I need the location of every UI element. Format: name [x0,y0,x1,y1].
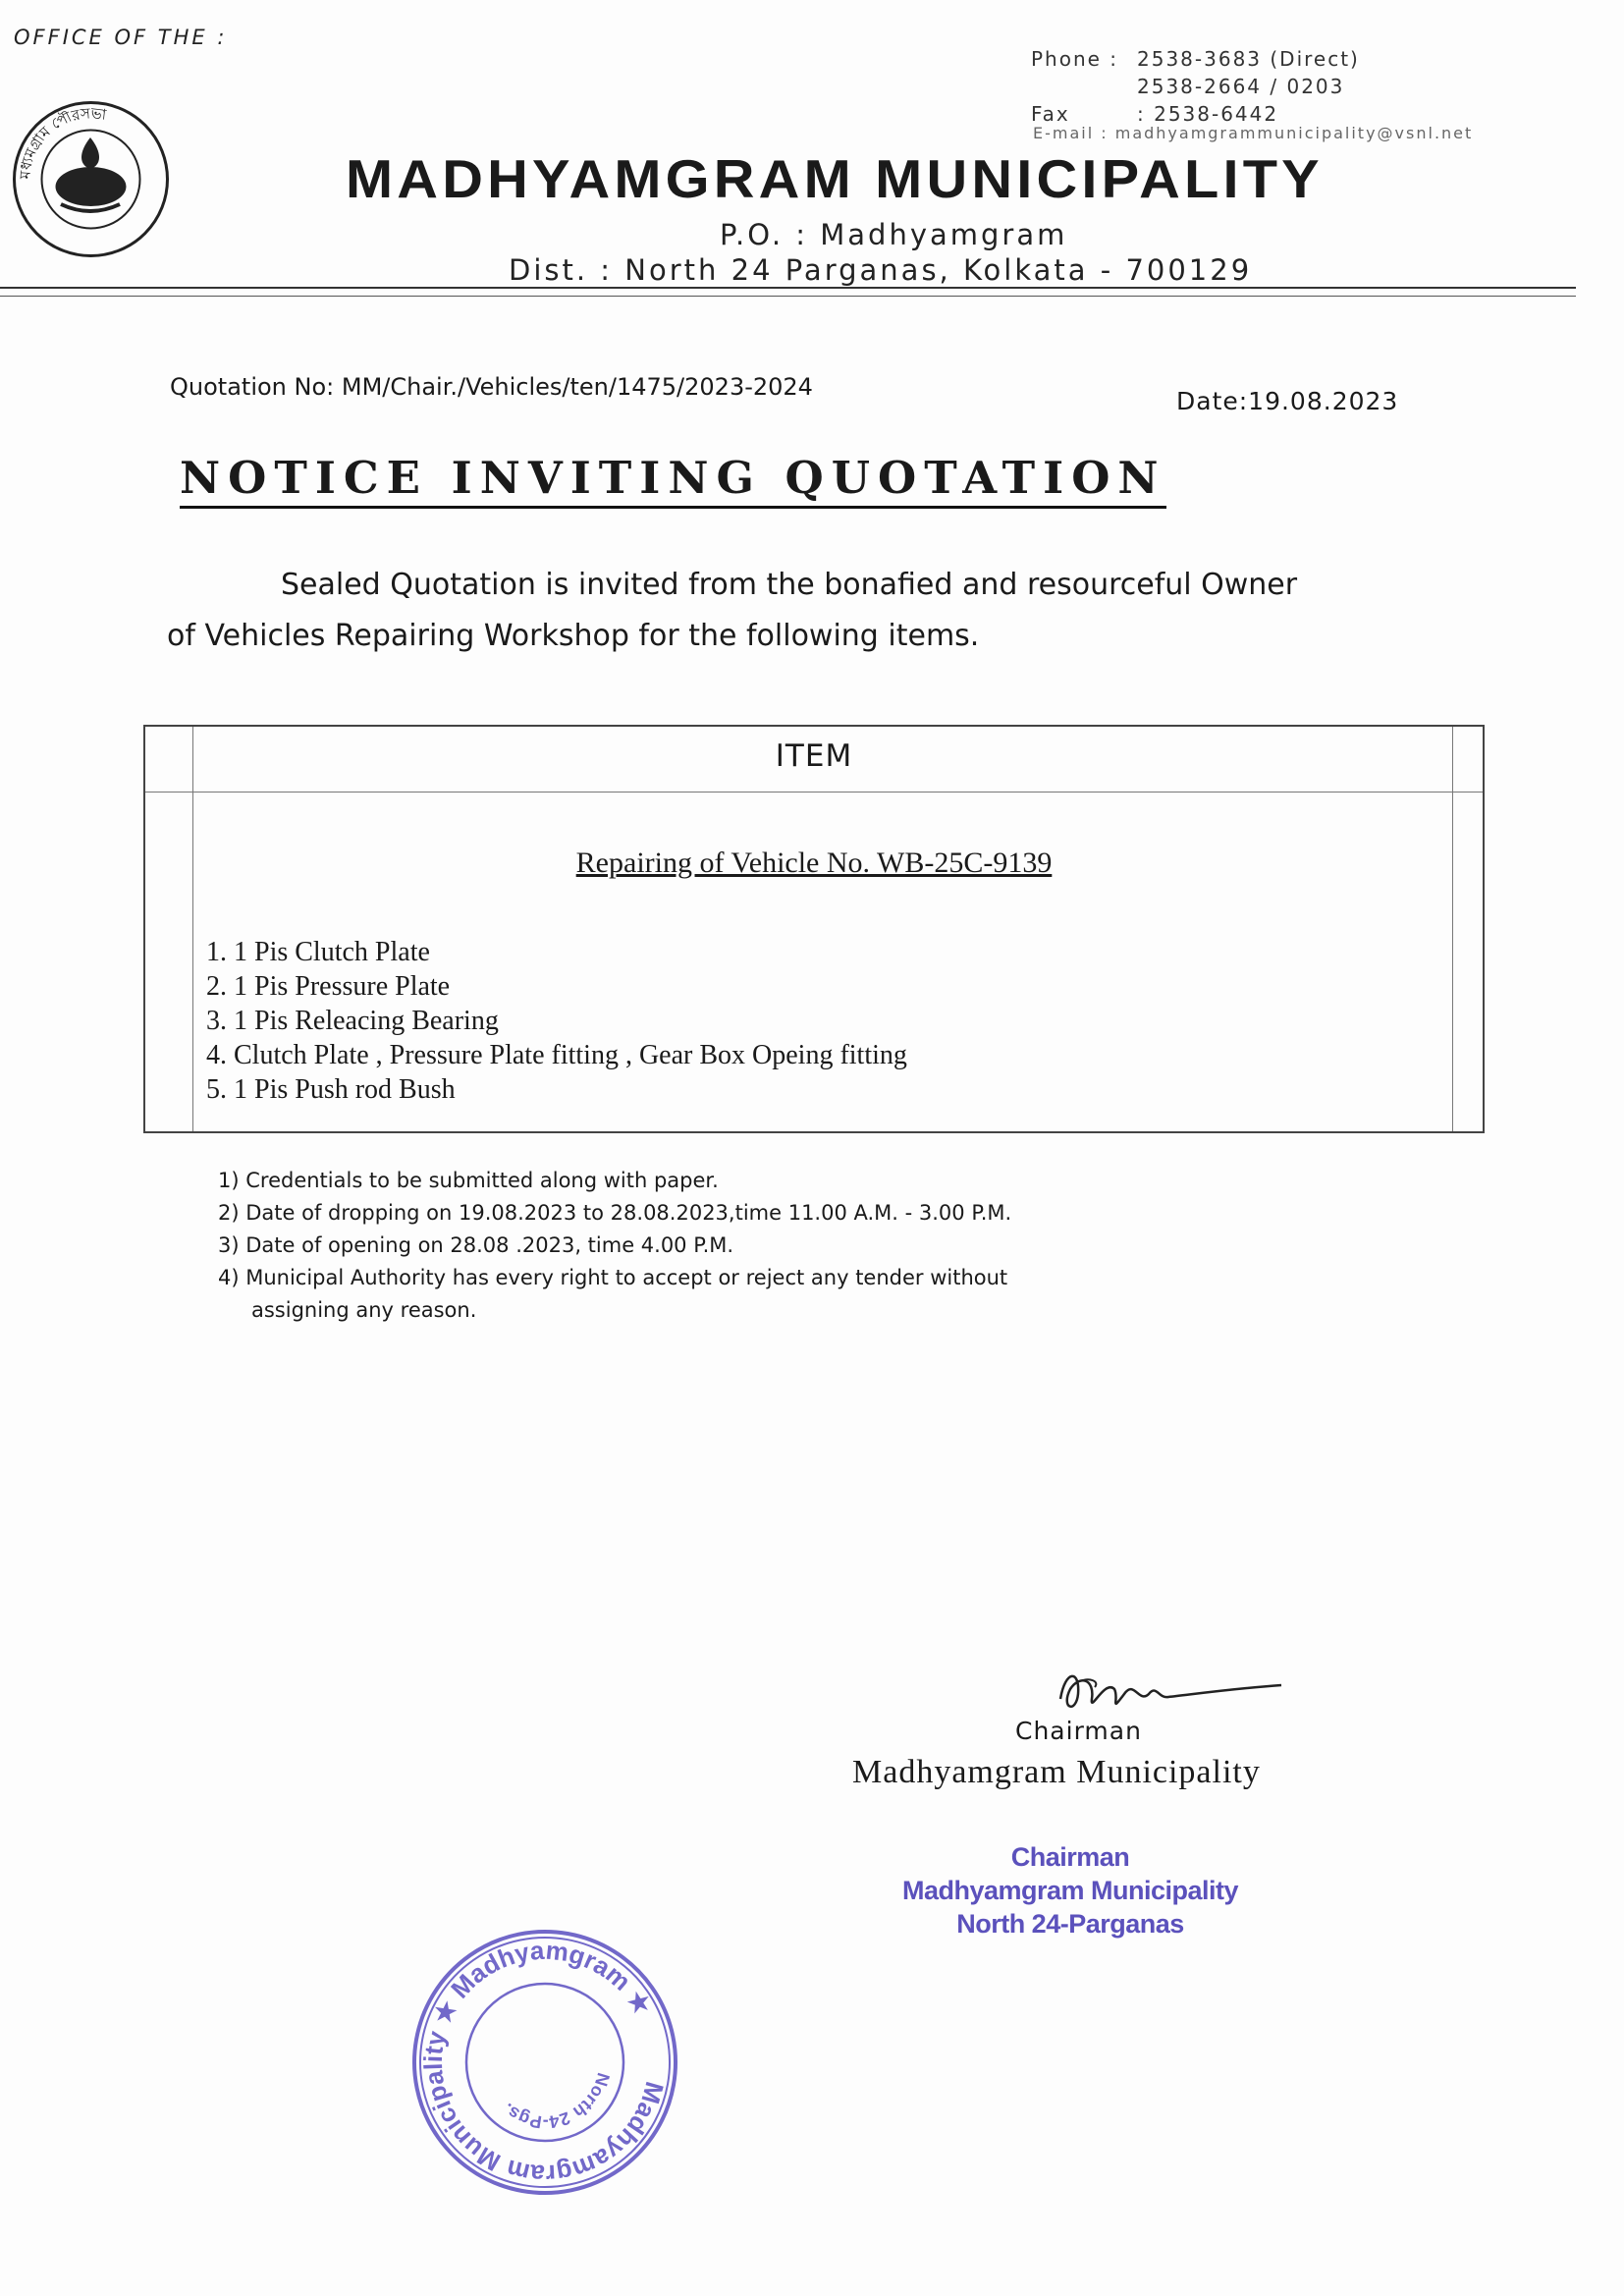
item-table [143,725,1485,1133]
seal-inner-text: North 24-Pgs. [498,2070,614,2133]
stamp-line-3: North 24-Parganas [956,1909,1184,1939]
conditions-list [218,1165,1011,1327]
contact-block [1031,45,1360,128]
item-list [206,935,907,1107]
list-item: 4. Clutch Plate , Pressure Plate fitting , Gear Box Opeing fitting [206,1040,907,1070]
notice-title: NOTICE INVITING QUOTATION [180,452,1166,509]
condition-item: 3) Date of opening on 28.08 .2023, time 4.00 P.M. [218,1233,734,1257]
signatory-title: Chairman [1015,1717,1142,1745]
condition-item: 2) Date of dropping on 19.08.2023 to 28.08.2023,time 11.00 A.M. - 3.00 P.M. [218,1201,1012,1225]
list-item: 3. 1 Pis Releacing Bearing [206,1006,499,1036]
stamp-line-1: Chairman [1010,1842,1130,1872]
list-item: 5. 1 Pis Push rod Bush [206,1074,456,1105]
quotation-number: Quotation No: MM/Chair./Vehicles/ten/1475/2023-2024 [170,373,813,401]
intro-line-1: Sealed Quotation is invited from the bonafied and resourceful Owner [281,568,1298,602]
municipality-seal [407,1925,682,2200]
post-office: P.O. : Madhyamgram [720,218,1068,251]
fax-label: Fax [1031,102,1070,126]
organization-name: MADHYAMGRAM MUNICIPALITY [346,148,1324,209]
list-item: 1. 1 Pis Clutch Plate [206,937,430,967]
intro-paragraph [167,560,1414,662]
table-border-right [1452,727,1453,1131]
district-address: Dist. : North 24 Parganas, Kolkata - 700129 [509,253,1253,287]
table-header: ITEM [775,738,853,774]
phone-direct: 2538-3683 (Direct) [1137,47,1360,71]
seal-outer-text: Madhyamgram Municipality ★ Madhyamgram ★ [417,1935,671,2190]
vehicle-title [145,847,1483,880]
vehicle-title-text: Repairing of Vehicle No. WB-25C-9139 [575,847,1053,879]
condition-item: 1) Credentials to be submitted along with paper. [218,1169,719,1192]
municipality-logo [10,98,172,260]
letterhead-divider-thin [0,296,1576,297]
official-stamp [884,1840,1257,1941]
table-header-divider [145,792,1483,793]
phone-label: Phone : [1031,47,1119,71]
condition-item-continuation: assigning any reason. [251,1298,477,1322]
email-address: E-mail : madhyamgrammunicipality@vsnl.net [1033,124,1474,142]
signatory-organization: Madhyamgram Municipality [852,1754,1261,1790]
office-of-label: OFFICE OF THE : [14,26,228,49]
phone-secondary: 2538-2664 / 0203 [1137,75,1345,98]
table-border-left [192,727,193,1131]
fax-value: : 2538-6442 [1137,102,1279,126]
letterhead-divider [0,287,1576,289]
intro-line-2: of Vehicles Repairing Workshop for the following items. [167,619,980,653]
logo-ring-text: মধ্যমগ্রাম পৌরসভা [16,104,108,180]
condition-item: 4) Municipal Authority has every right to accept or reject any tender without [218,1266,1008,1289]
stamp-line-2: Madhyamgram Municipality [901,1876,1239,1905]
quotation-date: Date:19.08.2023 [1176,387,1399,415]
list-item: 2. 1 Pis Pressure Plate [206,971,451,1002]
